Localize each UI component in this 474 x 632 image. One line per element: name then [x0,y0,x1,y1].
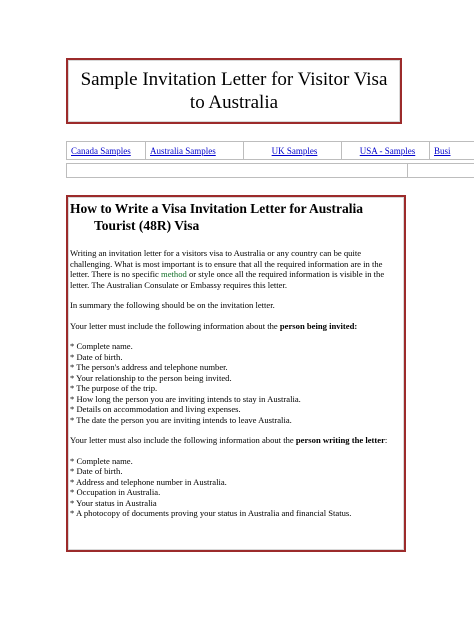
list-item: * The date the person you are inviting intends to leave Australia. [70,414,292,425]
nav-link-canada-samples[interactable]: Canada Samples [71,146,131,156]
intro-text-part1: Writing an invitation letter for a visitors visa to Australia or any country can be quite challenging. What is most important is to ensure that all the required information are in the letter. There is no specific [70,248,383,279]
list-item: * Your relationship to the person being invited. [70,372,232,383]
list-item: * The purpose of the trip. [70,383,158,393]
content-box [66,195,406,552]
article-heading-line1: How to Write a Visa Invitation Letter for Australia [70,201,363,216]
list-item: * Details on accommodation and living expenses. [70,404,241,414]
article-heading [70,200,402,234]
nav-cell-uk [243,142,341,159]
writer-intro-bold: person writing the letter [295,435,385,445]
list-item: * A photocopy of documents proving your status in Australia and financial Status. [70,508,352,518]
invited-intro [70,321,402,332]
list-item: * Complete name. [70,455,133,466]
sub-bar [66,163,474,178]
list-item: * Complete name. [70,341,133,351]
nav-bar [66,141,474,160]
list-item: * How long the person you are inviting intends to stay in Australia. [70,393,301,404]
nav-cell-business [429,142,474,159]
method-link[interactable]: method [161,269,187,279]
nav-link-uk-samples[interactable]: UK Samples [271,146,318,156]
intro-paragraph [70,248,402,290]
summary-paragraph: In summary the following should be on the invitation letter. [70,300,275,310]
invited-intro-bold: person being invited: [279,320,358,331]
list-item: * Date of birth. [70,351,123,362]
article-heading-line2: Tourist (48R) Visa [94,218,200,233]
writer-intro-suffix: : [384,435,388,445]
list-item: * Address and telephone number in Australia. [70,476,227,487]
list-item: * The person's address and telephone number. [70,362,228,372]
list-item: * Your status in Australia [70,497,157,508]
nav-cell-canada [66,142,145,159]
nav-link-business[interactable]: Busi [434,146,451,156]
intro-text-part2: or style once all the required information is visible in the letter. The Australian Consulate or Embassy requires this letter. [70,269,385,290]
writer-intro-text: Your letter must also include the following information about the [70,435,294,445]
nav-cell-australia [145,142,243,159]
list-item: * Date of birth. [70,466,123,476]
title-box [66,58,402,124]
invited-intro-text: Your letter must include the following information about the [70,320,278,331]
writer-intro [70,435,402,446]
nav-link-australia-samples[interactable]: Australia Samples [150,146,216,156]
nav-link-usa-samples[interactable]: USA - Samples [359,146,416,156]
invited-list [70,341,402,425]
list-item: * Occupation in Australia. [70,487,161,497]
sub-bar-divider [407,164,408,177]
page-title: Sample Invitation Letter for Visitor Visa to Australia [80,69,388,113]
writer-list [70,456,402,519]
nav-cell-usa [341,142,429,159]
